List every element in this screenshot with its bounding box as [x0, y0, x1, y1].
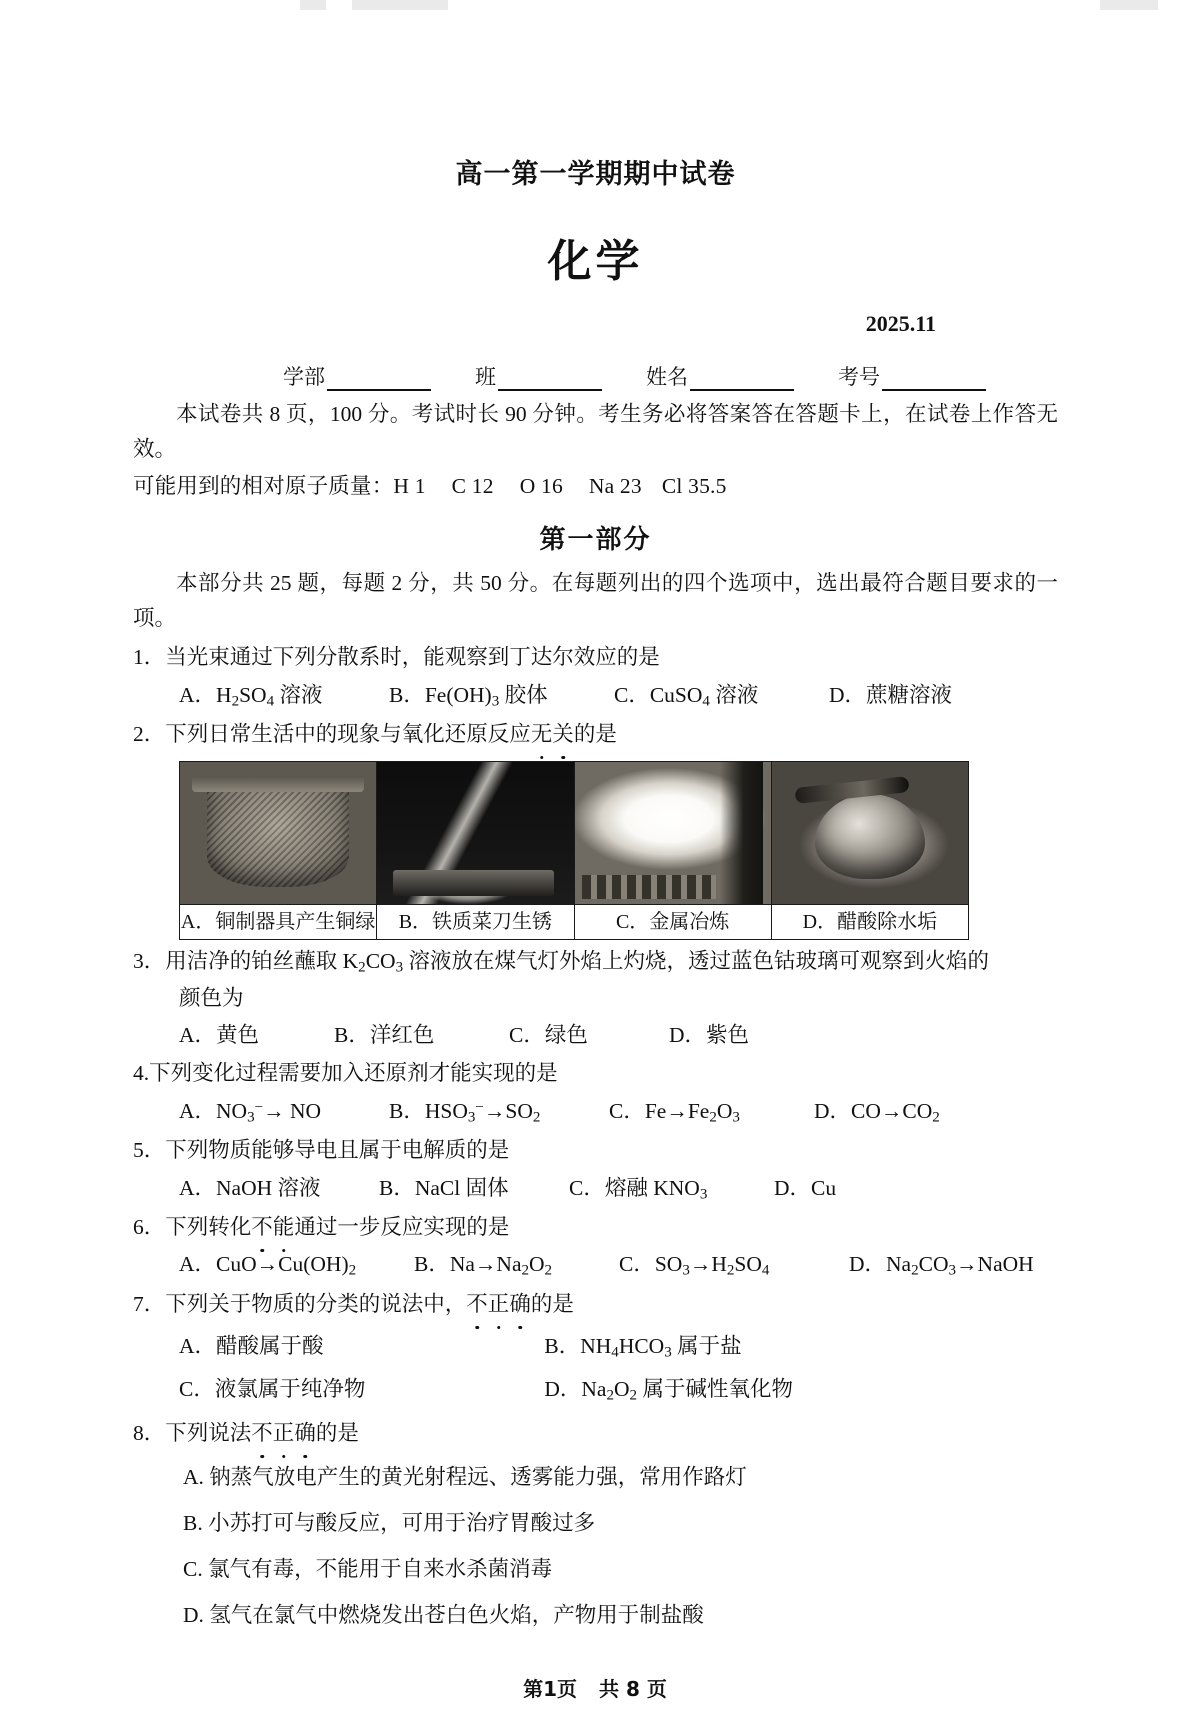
question-3-stem	[133, 944, 1058, 979]
question-3-number: 3．	[133, 949, 166, 974]
emphasis-char: 不	[466, 1287, 488, 1321]
question-7-text-post: 的是	[530, 1291, 574, 1316]
option-text: $SO_3\to H_2SO_4$	[654, 1252, 770, 1279]
option-b[interactable]	[389, 678, 614, 713]
question-3-text: 用洁净的铂丝蘸取 $K_2CO_3$ 溶液放在煤气灯外焰上灼烧，透过蓝色钴玻璃可观察到火焰的	[165, 949, 989, 976]
question-2-text-pre: 下列日常生活中的现象与氧化还原反应	[165, 721, 531, 746]
question-5-text: 下列物质能够导电且属于电解质的是	[165, 1138, 510, 1163]
student-info-field-class	[475, 361, 602, 391]
atomic-mass-cl: Cl 35.5	[661, 473, 727, 498]
question-5-stem	[133, 1133, 1058, 1167]
option-text: 小苏打可与酸反应，可用于治疗胃酸过多	[208, 1511, 596, 1536]
option-caption: 金属冶炼	[649, 911, 730, 934]
emphasis-char: 确	[509, 1287, 531, 1321]
option-label: C．	[619, 1252, 655, 1277]
name-blank[interactable]	[690, 370, 794, 391]
paper-content	[133, 0, 1058, 1730]
scan-artifact	[1100, 0, 1158, 10]
option-text: 液氯属于纯净物	[214, 1377, 366, 1402]
photo-kettle-descaling	[772, 762, 968, 904]
option-label: C．	[509, 1023, 545, 1048]
caption-row	[180, 905, 969, 940]
option-label: A．	[179, 1252, 217, 1277]
photo-rusty-knife	[377, 762, 573, 904]
option-c[interactable]	[569, 1171, 774, 1206]
option-label: C．	[615, 911, 650, 934]
question-1-options	[133, 678, 1058, 713]
option-label: B．	[334, 1023, 370, 1048]
picture-option-b[interactable]	[377, 905, 574, 940]
option-c[interactable]	[614, 678, 829, 713]
question-7-options	[133, 1329, 1058, 1408]
question-7-stem	[133, 1287, 1058, 1321]
question-1-text: 当光束通过下列分散系时，能观察到丁达尔效应的是	[165, 645, 660, 670]
question-6-number: 6．	[133, 1214, 166, 1239]
option-label: D．	[544, 1377, 582, 1402]
option-c[interactable]	[509, 1018, 669, 1052]
picture-option-c[interactable]	[574, 905, 771, 940]
option-label: B．	[398, 911, 433, 934]
option-a[interactable]	[179, 1171, 379, 1206]
option-caption: 铁质菜刀生锈	[432, 911, 553, 934]
emphasis-char: 能	[273, 1210, 295, 1244]
student-info-field-exam-number	[838, 361, 986, 391]
department-blank[interactable]	[327, 370, 431, 391]
picture-cell-d	[771, 762, 968, 905]
picture-option-a[interactable]	[180, 905, 377, 940]
emphasis-char: 确	[294, 1416, 316, 1450]
option-text: 紫色	[706, 1023, 750, 1048]
option-label: D．	[849, 1252, 887, 1277]
exam-date: 2025.11	[865, 311, 936, 336]
question-7-text-pre: 下列关于物质的分类的说法中，	[165, 1291, 467, 1316]
question-3-stem-line2: 颜色为	[179, 985, 244, 1010]
atomic-mass-na: Na 23	[588, 473, 642, 498]
atomic-mass-label: 可能用到的相对原子质量：	[133, 473, 394, 498]
question-8-options	[133, 1459, 1058, 1634]
question-7-number: 7．	[133, 1291, 166, 1316]
question-3-options	[133, 1018, 1058, 1052]
option-label: C．	[179, 1377, 215, 1402]
class-blank[interactable]	[498, 370, 602, 391]
question-1-stem	[133, 640, 1058, 674]
question-6-stem	[133, 1210, 1058, 1244]
bronze-patina-photo	[180, 762, 376, 904]
emphasis-char: 正	[488, 1287, 510, 1321]
question-4-options	[133, 1094, 1058, 1129]
picture-option-d[interactable]	[771, 905, 968, 940]
option-d[interactable]	[669, 1018, 749, 1052]
question-2-stem	[133, 717, 1058, 751]
emphasis-char: 不	[251, 1210, 273, 1244]
question-6-options	[133, 1247, 1058, 1282]
question-5-options	[133, 1171, 1058, 1206]
option-b[interactable]	[389, 1094, 609, 1129]
option-text: NaCl 固体	[414, 1175, 509, 1200]
option-text: $H_2SO_4$ 溶液	[216, 682, 323, 709]
photo-bronze-vessel	[180, 762, 376, 904]
part-one-title: 第一部分	[539, 525, 652, 556]
option-d[interactable]	[829, 678, 952, 713]
question-8-emphasis	[251, 1421, 316, 1445]
option-a[interactable]	[179, 678, 389, 713]
option-text: 钠蒸气放电产生的黄光射程远、透雾能力强，常用作路灯	[209, 1465, 747, 1490]
option-b[interactable]	[133, 1505, 1058, 1542]
question-1-number: 1．	[133, 645, 166, 670]
question-7-options-row-1	[179, 1329, 1058, 1364]
field-label: 考号	[838, 365, 880, 389]
option-caption: 铜制器具产生铜绿	[215, 911, 376, 934]
picture-row	[180, 762, 969, 905]
question-2-emphasis	[531, 722, 574, 746]
option-d[interactable]	[814, 1094, 940, 1129]
option-text: NaOH 溶液	[216, 1175, 321, 1200]
atomic-mass-o: O 16	[519, 473, 563, 498]
emphasis-char: 无	[531, 717, 553, 751]
question-4-number: 4.	[133, 1061, 150, 1086]
option-text: 醋酸属于酸	[216, 1334, 324, 1359]
option-label: D．	[829, 682, 867, 707]
option-label: B．	[414, 1252, 450, 1277]
metal-smelting-photo	[575, 762, 771, 904]
question-5-number: 5．	[133, 1138, 166, 1163]
option-text: $Na_2O_2$ 属于碱性氧化物	[581, 1377, 793, 1404]
option-text: $Fe(OH)_3$ 胶体	[424, 682, 548, 709]
option-label: A．	[179, 1175, 217, 1200]
subject-title: 化学	[547, 236, 644, 287]
option-label: D.	[183, 1603, 204, 1628]
option-a[interactable]	[133, 1459, 1058, 1496]
emphasis-char: 正	[273, 1416, 295, 1450]
option-text: $Na_2CO_3\to NaOH$	[886, 1252, 1034, 1279]
option-b[interactable]	[544, 1329, 904, 1364]
option-text: Cu	[811, 1175, 837, 1200]
atomic-mass-h: H 1	[393, 473, 426, 498]
descaling-kettle-photo	[772, 762, 968, 904]
question-8-text-post: 的是	[315, 1420, 359, 1445]
question-6-emphasis	[251, 1215, 294, 1239]
footer-total-pages: 共 8 页	[599, 1677, 667, 1701]
option-text: $NH_4HCO_3$ 属于盐	[580, 1334, 742, 1361]
field-label: 班	[475, 365, 496, 389]
student-info-row	[133, 361, 1058, 391]
option-a[interactable]	[179, 1094, 389, 1129]
question-2-picture-table	[179, 761, 969, 940]
option-label: A．	[179, 1023, 217, 1048]
option-text: $Na\to Na_2O_2$	[449, 1252, 553, 1279]
option-b[interactable]	[334, 1018, 509, 1052]
option-c[interactable]	[179, 1372, 539, 1406]
field-label: 姓名	[646, 365, 688, 389]
option-d[interactable]	[774, 1171, 836, 1206]
exam-notice: 本试卷共 8 页，100 分。考试时长 90 分钟。考生务必将答案答在答题卡上，在试卷上作答无效。	[133, 402, 1058, 461]
option-label: D．	[669, 1023, 707, 1048]
option-label: A．	[180, 911, 216, 934]
option-caption: 醋酸除水垢	[837, 911, 938, 934]
field-label: 学部	[283, 365, 325, 389]
question-4-text: 下列变化过程需要加入还原剂才能实现的是	[149, 1061, 558, 1086]
photo-metal-smelting	[575, 762, 771, 904]
option-label: A.	[183, 1465, 204, 1490]
question-7-options-row-2	[179, 1372, 1058, 1407]
question-2-number: 2．	[133, 721, 166, 746]
option-label: D．	[774, 1175, 812, 1200]
option-d[interactable]	[544, 1372, 904, 1407]
option-a[interactable]	[179, 1018, 334, 1052]
option-text: 蔗糖溶液	[866, 682, 953, 707]
student-info-field-department	[283, 361, 431, 391]
option-label: B.	[183, 1511, 203, 1536]
option-d[interactable]	[133, 1597, 1058, 1634]
option-text: 氯气有毒，不能用于自来水杀菌消毒	[208, 1557, 553, 1582]
question-7-emphasis	[466, 1292, 531, 1316]
option-a[interactable]	[179, 1329, 539, 1363]
part-one-instruction: 本部分共 25 题，每题 2 分，共 50 分。在每题列出的四个选项中，选出最符合题目要求的一项。	[133, 571, 1058, 631]
option-c[interactable]	[619, 1247, 849, 1282]
option-c[interactable]	[133, 1551, 1058, 1588]
footer-current-page: 第1页	[523, 1677, 578, 1701]
option-label: C.	[183, 1557, 203, 1582]
option-label: C．	[609, 1098, 645, 1123]
option-text: 熔融 $KNO_3$	[604, 1175, 708, 1202]
student-info-field-name	[646, 361, 794, 391]
question-2-text-post: 的是	[573, 721, 617, 746]
exam-number-blank[interactable]	[882, 370, 986, 391]
option-label: D．	[814, 1098, 852, 1123]
option-label: B．	[379, 1175, 415, 1200]
option-label: A．	[179, 682, 217, 707]
option-b[interactable]	[379, 1171, 569, 1206]
option-label: B．	[389, 682, 425, 707]
question-6-text-post: 通过一步反应实现的是	[294, 1214, 510, 1239]
option-text: 黄色	[216, 1023, 260, 1048]
option-label: C．	[614, 682, 650, 707]
option-a[interactable]	[179, 1247, 414, 1282]
option-label: C．	[569, 1175, 605, 1200]
option-label: A．	[179, 1334, 217, 1359]
atomic-mass-line	[133, 469, 1058, 504]
option-text: CuSO$_4$ 溶液	[649, 682, 759, 709]
question-4-stem	[133, 1056, 1058, 1090]
option-text: $CO\to CO_2$	[851, 1098, 940, 1126]
option-d[interactable]	[849, 1247, 1034, 1282]
emphasis-char: 不	[251, 1416, 273, 1450]
option-text: $CuO\to Cu(OH)_2$	[216, 1252, 357, 1279]
page-title: 高一第一学期期中试卷	[455, 159, 736, 190]
question-8-stem	[133, 1416, 1058, 1450]
emphasis-char: 关	[552, 717, 574, 751]
option-label: D．	[802, 911, 838, 934]
option-label: B．	[544, 1334, 581, 1359]
rusty-knife-photo	[377, 762, 573, 904]
option-label: A．	[179, 1098, 217, 1123]
picture-cell-c	[574, 762, 771, 905]
atomic-mass-c: C 12	[451, 473, 494, 498]
question-8-number: 8．	[133, 1420, 166, 1445]
option-text: $HSO_3^-\to SO_2$	[424, 1098, 541, 1126]
option-c[interactable]	[609, 1094, 814, 1129]
option-text: $Fe\to Fe_2O_3$	[644, 1098, 740, 1126]
option-b[interactable]	[414, 1247, 619, 1282]
option-text: $NO_3^-\to$ NO	[216, 1098, 322, 1126]
option-text: 绿色	[544, 1023, 588, 1048]
picture-cell-a	[180, 762, 377, 905]
option-text: 洋红色	[369, 1023, 435, 1048]
picture-cell-b	[377, 762, 574, 905]
page-footer	[0, 1673, 1190, 1702]
option-label: B．	[389, 1098, 425, 1123]
question-8-text-pre: 下列说法	[165, 1420, 252, 1445]
option-text: 氢气在氯气中燃烧发出苍白色火焰，产物用于制盐酸	[209, 1603, 704, 1628]
question-6-text-pre: 下列转化	[165, 1214, 252, 1239]
